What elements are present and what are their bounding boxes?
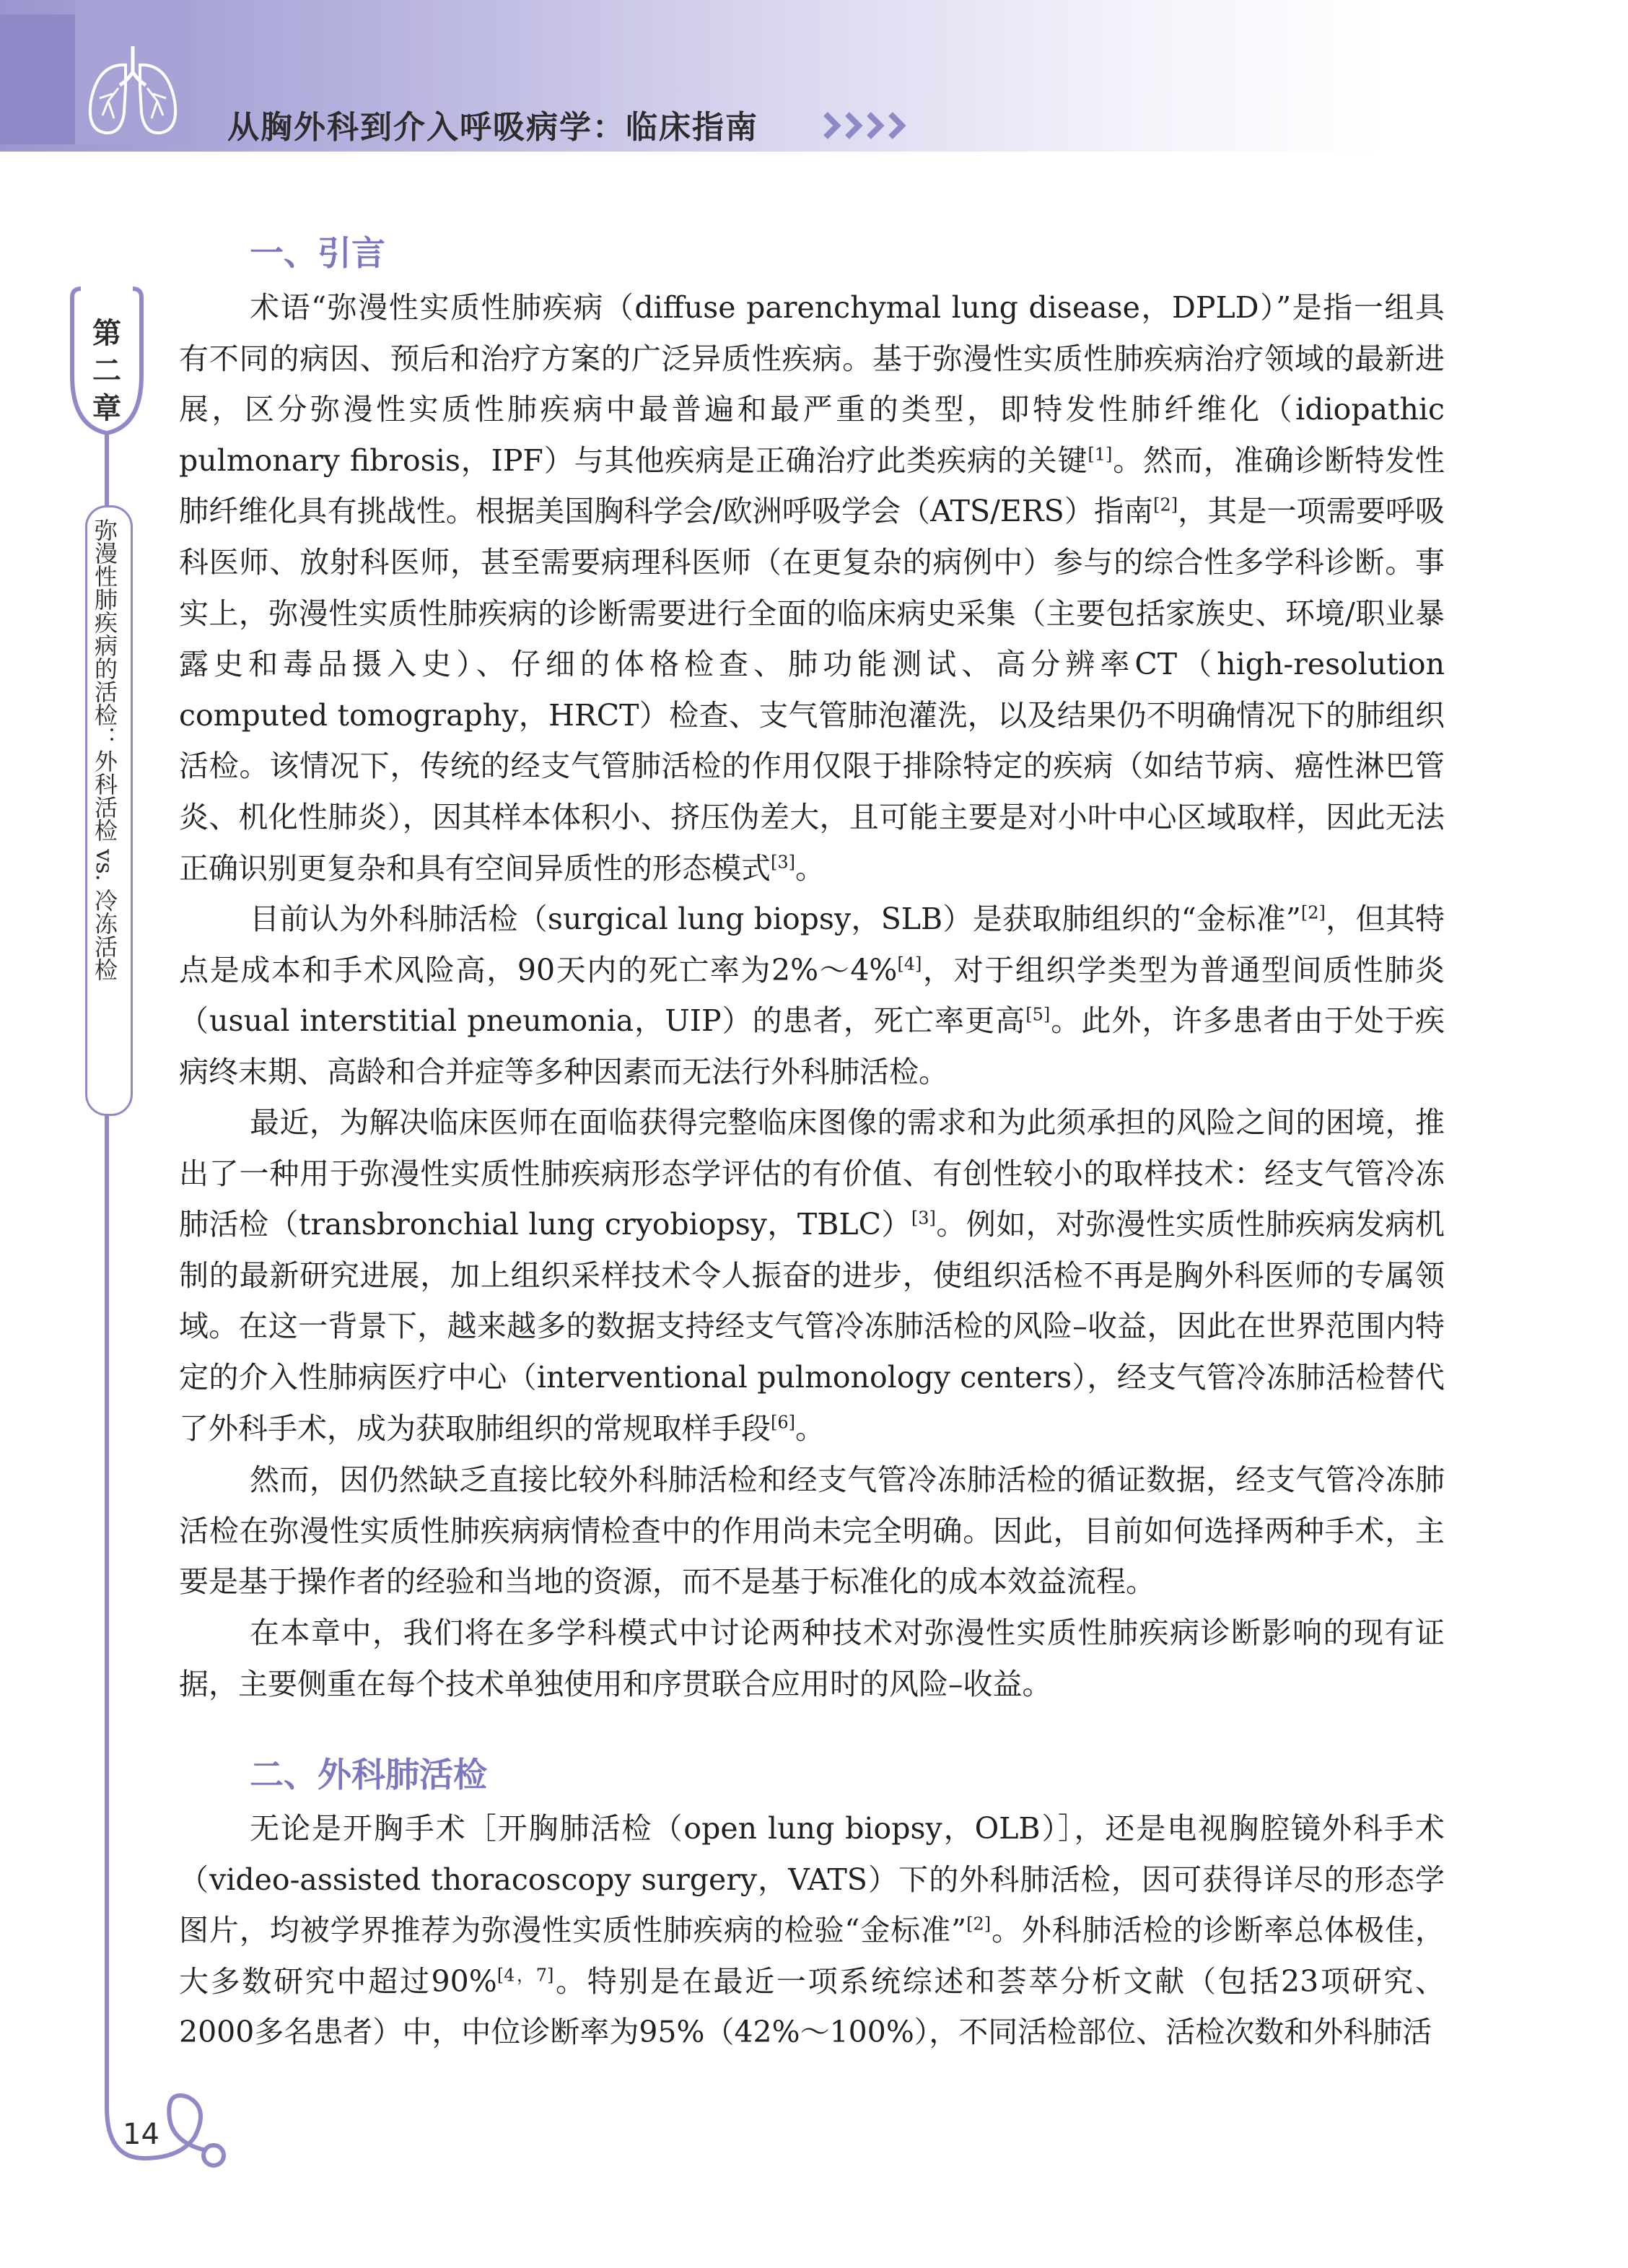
paragraph: 然而，因仍然缺乏直接比较外科肺活检和经支气管冷冻肺活检的循证数据，经支气管冷冻肺活检在弥漫性实质性肺疾病病情检查中的作用尚未完全明确。因此，目前如何选择两种手术，主要是基于操作者的经验和当地的资源，而不是基于标准化的成本效益流程。 [179,1462,1445,1600]
paragraph: 无论是开胸手术［开胸肺活检（open lung biopsy，OLB）］，还是电视胸腔镜外科手术（video-assisted thoracoscopy surgery，VATS）下的外科肺活检，因可获得详尽的形态学图片，均被学界推荐为弥漫性实质性肺疾病的检验“金标准”[2]。外科肺活检的诊断率总体极佳，大多数研究中超过90%[4，7]。特别是在最近一项系统综述和荟萃分析文献（包括23项研究、2000多名患者）中，中位诊断率为95%（42%～100%），不同活检部位、活检次数和外科肺活 [179,1811,1445,2050]
citation-ref: [3] [911,1208,936,1229]
citation-ref: [1] [1087,444,1113,465]
citation-ref: [2] [1153,494,1178,515]
chevrons-icon [823,111,916,140]
section-heading-intro: 一、引言 [250,234,385,274]
citation-ref: [4，7] [496,1965,554,1986]
topic-label: 弥漫性肺疾病的活检：外科活检 vs. 冷冻活检 [91,518,118,982]
citation-ref: [2] [966,1914,992,1935]
paragraph: 最近，为解决临床医师在面临获得完整临床图像的需求和为此须承担的风险之间的困境，推出了一种用于弥漫性实质性肺疾病形态学评估的有价值、有创性较小的取样技术：经支气管冷冻肺活检（transbronchial lung cryobiopsy，TBLC）[3]。例如，对弥漫性实质性肺疾病发病机制的最新研究进展，加上组织采样技术令人振奋的进步，使组织活检不再是胸外科医师的专属领域。在这一背景下，越来越多的数据支持经支气管冷冻肺活检的风险–收益，因此在世界范围内特定的介入性肺病医疗中心（interventional pulmonology centers），经支气管冷冻肺活检替代了外科手术，成为获取肺组织的常规取样手段[6]。 [179,1105,1445,1446]
citation-ref: [3] [771,851,795,872]
paragraph: 在本章中，我们将在多学科模式中讨论两种技术对弥漫性实质性肺疾病诊断影响的现有证据，主要侧重在每个技术单独使用和序贯联合应用时的风险–收益。 [179,1615,1445,1701]
chapter-label: 第二章 [92,316,121,425]
citation-ref: [2] [1300,902,1326,923]
citation-ref: [5] [1025,1004,1051,1025]
citation-ref: [6] [771,1411,795,1432]
paragraph: 目前认为外科肺活检（surgical lung biopsy，SLB）是获取肺组织的“金标准”[2]，但其特点是成本和手术风险高，90天内的死亡率为2%～4%[4]，对于组织学类型为普通型间质性肺炎（usual interstitial pneumonia，UIP）的患者，死亡率更高[5]。此外，许多患者由于处于疾病终末期、高龄和合并症等多种因素而无法行外科肺活检。 [179,902,1445,1089]
book-title: 从胸外科到介入呼吸病学：临床指南 [227,109,758,146]
citation-ref: [4] [897,953,922,974]
paragraph: 术语“弥漫性实质性肺疾病（diffuse parenchymal lung disease，DPLD）”是指一组具有不同的病因、预后和治疗方案的广泛异质性疾病。基于弥漫性实质性肺疾病治疗领域的最新进展，区分弥漫性实质性肺疾病中最普遍和最严重的类型，即特发性肺纤维化（idiopathic pulmonary fibrosis，IPF）与其他疾病是正确治疗此类疾病的关键[1]。然而，准确诊断特发性肺纤维化具有挑战性。根据美国胸科学会/欧洲呼吸学会（ATS/ERS）指南[2]，其是一项需要呼吸科医师、放射科医师，甚至需要病理科医师（在更复杂的病例中）参与的综合性多学科诊断。事实上，弥漫性实质性肺疾病的诊断需要进行全面的临床病史采集（主要包括家族史、环境/职业暴露史和毒品摄入史）、仔细的体格检查、肺功能测试、高分辨率CT（high-resolution computed tomography，HRCT）检查、支气管肺泡灌洗，以及结果仍不明确情况下的肺组织活检。该情况下，传统的经支气管肺活检的作用仅限于排除特定的疾病（如结节病、癌性淋巴管炎、机化性肺炎），因其样本体积小、挤压伪差大，且可能主要是对小叶中心区域取样，因此无法正确识别更复杂和具有空间异质性的形态模式[3]。 [179,290,1445,886]
section-heading-surgical-biopsy: 二、外科肺活检 [250,1755,487,1795]
page-number: 14 [123,2118,159,2151]
